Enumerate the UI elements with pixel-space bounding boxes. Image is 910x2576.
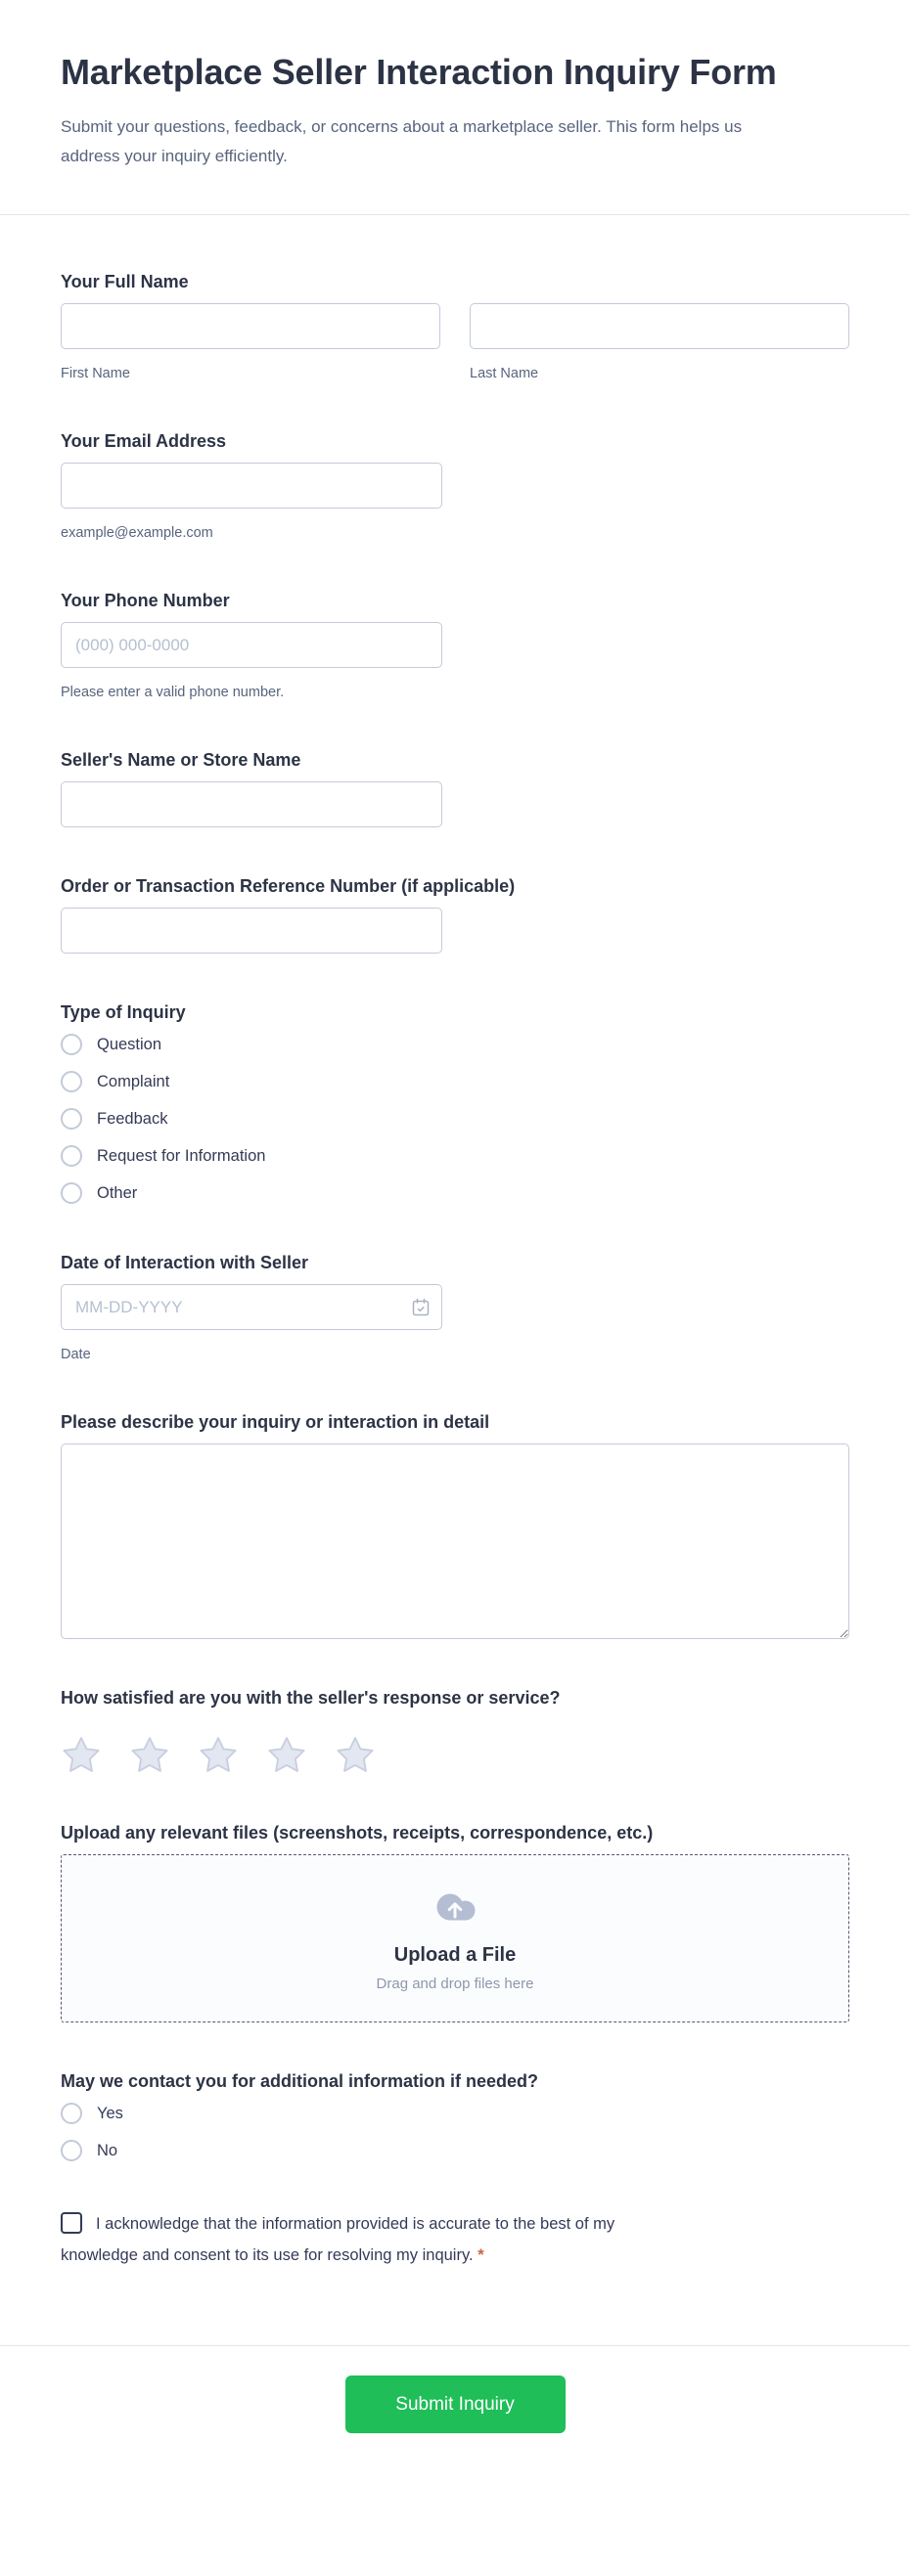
satisfaction-label: How satisfied are you with the seller's response or service? <box>61 1688 561 1709</box>
field-description <box>61 1410 849 1639</box>
radio-option-label: Complaint <box>97 1073 170 1091</box>
radio-button-icon[interactable] <box>61 1034 82 1055</box>
calendar-icon[interactable] <box>411 1298 431 1317</box>
order-ref-label: Order or Transaction Reference Number (if applicable) <box>61 876 516 897</box>
last-name-sublabel: Last Name <box>470 366 539 382</box>
phone-sublabel: Please enter a valid phone number. <box>61 685 285 701</box>
inquiry-type-label: Type of Inquiry <box>61 1002 186 1023</box>
radio-option-no[interactable] <box>61 2140 849 2161</box>
field-email <box>61 429 849 542</box>
seller-name-input[interactable] <box>61 781 442 827</box>
form-header <box>0 0 910 215</box>
radio-option-request-for-information[interactable] <box>61 1145 849 1167</box>
email-sublabel: example@example.com <box>61 525 213 542</box>
radio-button-icon[interactable] <box>61 1182 82 1204</box>
first-name-input[interactable] <box>61 303 440 349</box>
radio-option-question[interactable] <box>61 1034 849 1055</box>
upload-a-file-text: Upload a File <box>393 1943 517 1966</box>
star-icon-5[interactable] <box>335 1735 376 1774</box>
radio-option-label: Question <box>97 1036 162 1054</box>
star-icon-2[interactable] <box>129 1735 170 1774</box>
radio-button-icon[interactable] <box>61 2103 82 2124</box>
form-body <box>0 215 910 2271</box>
date-input[interactable] <box>61 1284 442 1330</box>
radio-option-label: No <box>97 2142 118 2160</box>
field-contact-permission <box>61 2069 849 2161</box>
file-upload-dropzone[interactable] <box>61 1854 849 2022</box>
full-name-label: Your Full Name <box>61 272 189 292</box>
star-icon-4[interactable] <box>266 1735 307 1774</box>
interaction-date-label: Date of Interaction with Seller <box>61 1253 309 1273</box>
star-icon-3[interactable] <box>198 1735 239 1774</box>
radio-option-label: Other <box>97 1184 138 1203</box>
radio-button-icon[interactable] <box>61 1071 82 1092</box>
star-rating <box>61 1735 849 1774</box>
phone-label: Your Phone Number <box>61 591 230 611</box>
radio-option-complaint[interactable] <box>61 1071 849 1092</box>
field-inquiry-type <box>61 1000 849 1204</box>
field-file-upload <box>61 1821 849 2022</box>
radio-button-icon[interactable] <box>61 2140 82 2161</box>
email-label: Your Email Address <box>61 431 227 452</box>
first-name-sublabel: First Name <box>61 366 130 382</box>
radio-option-label: Yes <box>97 2105 123 2123</box>
radio-button-icon[interactable] <box>61 1145 82 1167</box>
cloud-upload-icon <box>428 1886 482 1929</box>
radio-option-label: Feedback <box>97 1110 168 1129</box>
checkbox-icon[interactable] <box>61 2212 82 2234</box>
description-textarea[interactable] <box>61 1443 849 1639</box>
field-phone <box>61 589 849 701</box>
description-label: Please describe your inquiry or interaction in detail <box>61 1412 490 1433</box>
field-acknowledgement[interactable] <box>61 2208 687 2271</box>
date-sublabel: Date <box>61 1347 91 1363</box>
email-input[interactable] <box>61 463 442 509</box>
field-satisfaction <box>61 1686 849 1774</box>
acknowledgement-label: I acknowledge that the information provided is accurate to the best of my knowledge and consent to its use for resolving my inquiry. <box>61 2215 615 2265</box>
seller-name-label: Seller's Name or Store Name <box>61 750 301 771</box>
radio-option-label: Request for Information <box>97 1147 266 1166</box>
contact-permission-label: May we contact you for additional information if needed? <box>61 2071 539 2092</box>
drag-drop-hint: Drag and drop files here <box>376 1975 534 1992</box>
field-full-name <box>61 270 849 382</box>
form-subtitle: Submit your questions, feedback, or concerns about a marketplace seller. This form helps us address your inquiry efficiently. <box>61 117 743 166</box>
field-order-ref <box>61 874 849 954</box>
field-interaction-date <box>61 1251 849 1363</box>
radio-option-yes[interactable] <box>61 2103 849 2124</box>
star-icon-1[interactable] <box>61 1735 102 1774</box>
radio-option-feedback[interactable] <box>61 1108 849 1130</box>
field-seller-name <box>61 748 849 827</box>
radio-option-other[interactable] <box>61 1182 849 1204</box>
file-upload-label: Upload any relevant files (screenshots, receipts, correspondence, etc.) <box>61 1823 654 1843</box>
form-footer <box>0 2345 910 2482</box>
submit-inquiry-button[interactable]: Submit Inquiry <box>345 2376 566 2433</box>
last-name-input[interactable] <box>470 303 849 349</box>
required-asterisk: * <box>478 2246 484 2265</box>
phone-input[interactable] <box>61 622 442 668</box>
order-ref-input[interactable] <box>61 908 442 954</box>
radio-button-icon[interactable] <box>61 1108 82 1130</box>
form-title: Marketplace Seller Interaction Inquiry Form <box>61 52 777 92</box>
